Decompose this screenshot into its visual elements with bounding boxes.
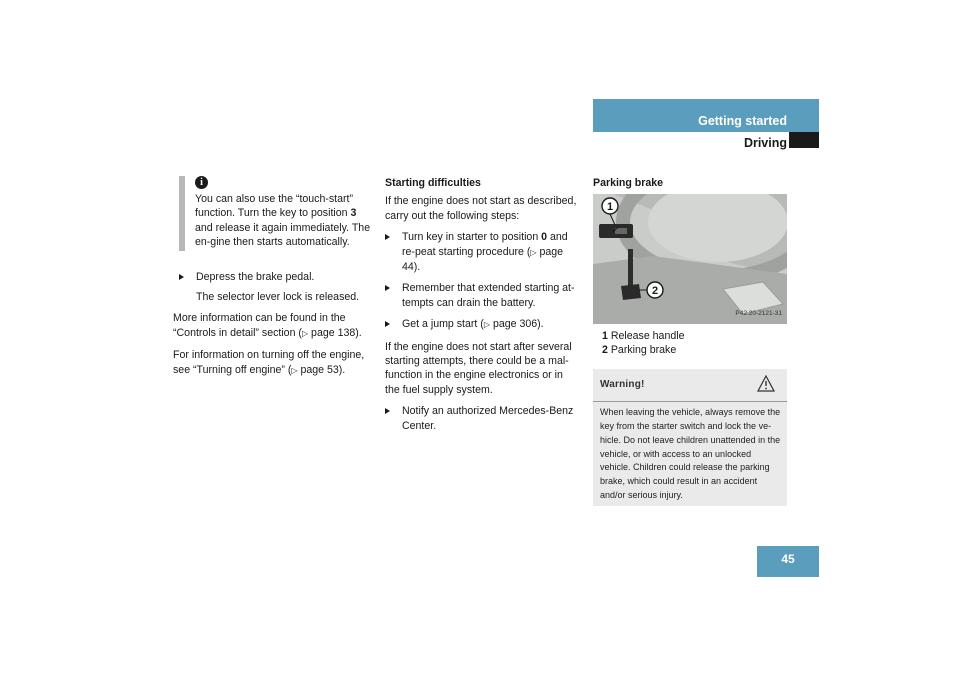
starting-difficulties-heading: Starting difficulties (385, 177, 481, 189)
intro-text: If the engine does not start as described, carry out the following steps: (385, 195, 577, 222)
figure-code: P42.20-2121-31 (735, 310, 782, 317)
column-middle (385, 176, 580, 440)
section-title: Getting started (698, 114, 787, 128)
step-jump-start: Get a jump start (▷ page 306). (385, 317, 580, 332)
warning-title: Warning! (600, 379, 645, 391)
callout-2: 2 (651, 285, 659, 298)
page-number-tab (757, 546, 819, 577)
column-left (173, 176, 373, 385)
subsection-title: Driving (743, 136, 787, 150)
parking-brake-heading: Parking brake (593, 177, 664, 189)
step-notify: Notify an authorized Mercedes-Benz Center. (385, 404, 580, 433)
note-text: You can also use the “touch-start” function. Turn the key to position 3 and release it again immediately. The en-gine then starts automatically. (195, 193, 371, 249)
warning-divider (593, 401, 787, 402)
header-band (593, 99, 819, 132)
malfunction-text: If the engine does not start after several starting attempts, there could be a mal-function in the engine electronics or in the fuel supply system. (385, 340, 572, 396)
warning-triangle-icon (757, 375, 775, 392)
note-bar (179, 176, 185, 251)
figure-legend (593, 329, 787, 357)
parking-brake-figure (593, 194, 787, 324)
column-right (593, 176, 787, 506)
info-icon: i (195, 176, 208, 189)
bullet-arrow-icon (385, 234, 390, 240)
parking-brake-illustration (593, 194, 787, 324)
bullet-arrow-icon (385, 321, 390, 327)
step-turn-key: Turn key in starter to position 0 and re-peat starting procedure (▷ page 44). (385, 230, 580, 274)
legend-item: 1 Release handle (602, 330, 685, 343)
legend-item: 2 Parking brake (602, 344, 677, 357)
warning-text: When leaving the vehicle, always remove the key from the starter switch and lock the ve-hicle. Do not leave children unattended in the vehicle, or with access to an unlocked vehicle. Children could release the parking brake, which could result in an accident and/or serious injury. (600, 407, 781, 500)
info-note (173, 176, 373, 250)
step-battery: Remember that extended starting at-tempts can drain the battery. (385, 281, 580, 310)
controls-reference: More information can be found in the “Controls in detail” section (▷ page 138). (173, 312, 362, 339)
subsection-marker (789, 132, 819, 148)
warning-box (593, 369, 787, 506)
callout-1: 1 (606, 201, 614, 214)
subsection-band (593, 132, 819, 150)
turning-off-reference: For information on turning off the engine, see “Turning off engine” (▷ page 53). (173, 349, 365, 376)
step-result: The selector lever lock is released. (196, 291, 360, 304)
step-depress-brake: Depress the brake pedal. (173, 270, 373, 284)
page-number: 45 (781, 552, 795, 566)
bullet-arrow-icon (385, 408, 390, 414)
bullet-arrow-icon (385, 285, 390, 291)
bullet-arrow-icon (179, 274, 184, 280)
